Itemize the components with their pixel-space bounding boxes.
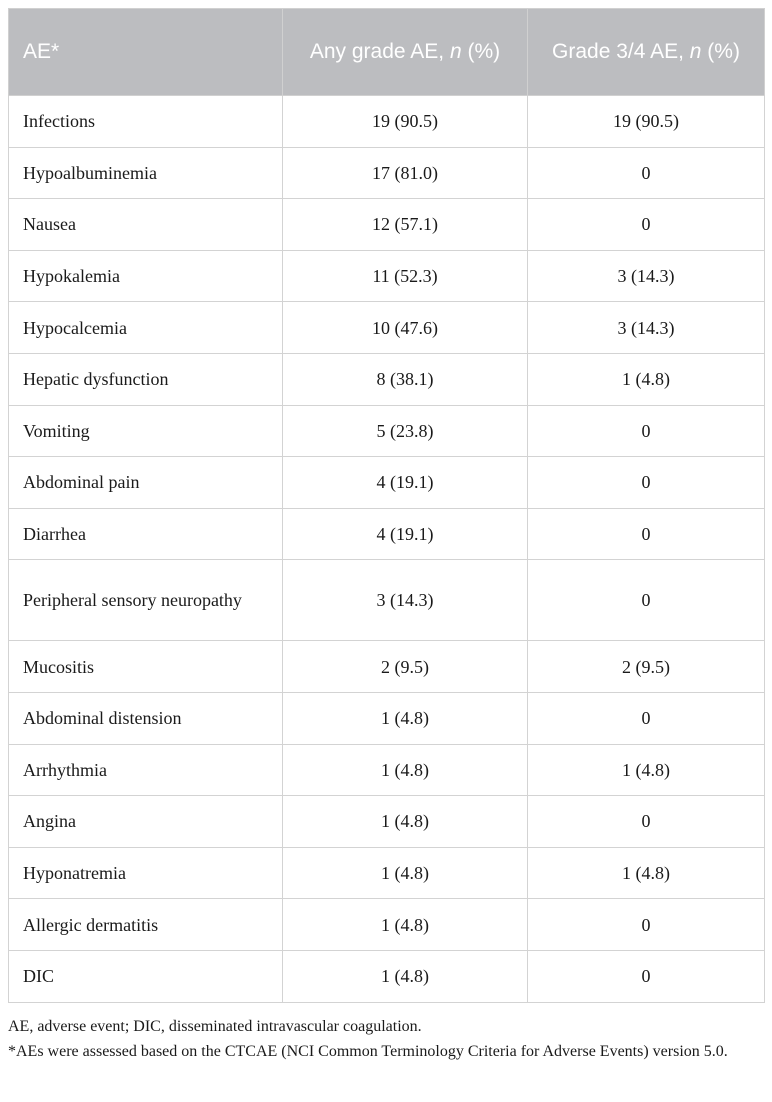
cell-ae: Hypoalbuminemia [9, 147, 283, 199]
table-row [9, 405, 765, 457]
cell-grade-3-4: 19 (90.5) [528, 96, 765, 148]
cell-any-grade: 8 (38.1) [283, 353, 528, 405]
table-row [9, 847, 765, 899]
table-row [9, 250, 765, 302]
cell-any-grade: 4 (19.1) [283, 508, 528, 560]
cell-ae: Infections [9, 96, 283, 148]
cell-grade-3-4: 0 [528, 147, 765, 199]
header-grade-3-4-n: n [689, 40, 702, 63]
header-ae [9, 9, 283, 96]
table-row [9, 560, 765, 641]
cell-any-grade: 17 (81.0) [283, 147, 528, 199]
table-row [9, 457, 765, 509]
cell-grade-3-4: 0 [528, 560, 765, 641]
header-grade-3-4-suffix: (%) [701, 40, 740, 63]
cell-any-grade: 2 (9.5) [283, 641, 528, 693]
cell-grade-3-4: 0 [528, 899, 765, 951]
header-any-grade-n: n [449, 40, 462, 63]
cell-grade-3-4: 0 [528, 692, 765, 744]
cell-grade-3-4: 0 [528, 508, 765, 560]
cell-any-grade: 4 (19.1) [283, 457, 528, 509]
cell-grade-3-4: 0 [528, 796, 765, 848]
cell-grade-3-4: 0 [528, 457, 765, 509]
cell-any-grade: 1 (4.8) [283, 847, 528, 899]
table-body [9, 96, 765, 1003]
cell-grade-3-4: 0 [528, 405, 765, 457]
header-grade-3-4 [528, 9, 765, 96]
abbreviations-note: AE, adverse event; DIC, disseminated intravascular coagulation. [8, 1018, 422, 1035]
cell-grade-3-4: 3 (14.3) [528, 302, 765, 354]
cell-any-grade: 1 (4.8) [283, 796, 528, 848]
table-row [9, 302, 765, 354]
cell-any-grade: 1 (4.8) [283, 744, 528, 796]
cell-any-grade: 11 (52.3) [283, 250, 528, 302]
table-row [9, 744, 765, 796]
cell-ae: Hyponatremia [9, 847, 283, 899]
header-grade-3-4-prefix: Grade 3/4 AE, [552, 40, 690, 63]
cell-grade-3-4: 1 (4.8) [528, 353, 765, 405]
header-row [9, 9, 765, 96]
cell-ae: Hepatic dysfunction [9, 353, 283, 405]
ctcae-note: *AEs were assessed based on the CTCAE (NCI Common Terminology Criteria for Adverse Events) version 5.0. [8, 1043, 728, 1060]
cell-grade-3-4: 2 (9.5) [528, 641, 765, 693]
header-any-grade-prefix: Any grade AE, [309, 40, 450, 63]
cell-grade-3-4: 1 (4.8) [528, 744, 765, 796]
header-ae-label: AE* [23, 40, 60, 63]
cell-grade-3-4: 0 [528, 199, 765, 251]
table-row [9, 796, 765, 848]
cell-any-grade: 1 (4.8) [283, 899, 528, 951]
cell-ae: DIC [9, 950, 283, 1002]
cell-any-grade: 12 (57.1) [283, 199, 528, 251]
cell-ae: Abdominal pain [9, 457, 283, 509]
cell-grade-3-4: 3 (14.3) [528, 250, 765, 302]
cell-any-grade: 3 (14.3) [283, 560, 528, 641]
cell-ae: Diarrhea [9, 508, 283, 560]
table-row [9, 950, 765, 1002]
ae-table-container [8, 8, 764, 1003]
cell-any-grade: 10 (47.6) [283, 302, 528, 354]
cell-ae: Peripheral sensory neuropathy [9, 560, 283, 641]
cell-ae: Nausea [9, 199, 283, 251]
cell-ae: Vomiting [9, 405, 283, 457]
cell-ae: Mucositis [9, 641, 283, 693]
table-footnotes [8, 1014, 764, 1064]
header-any-grade-suffix: (%) [461, 40, 501, 63]
cell-grade-3-4: 0 [528, 950, 765, 1002]
adverse-events-table [8, 8, 765, 1003]
table-row [9, 692, 765, 744]
cell-ae: Hypocalcemia [9, 302, 283, 354]
cell-any-grade: 19 (90.5) [283, 96, 528, 148]
cell-ae: Angina [9, 796, 283, 848]
table-row [9, 508, 765, 560]
table-row [9, 147, 765, 199]
cell-ae: Hypokalemia [9, 250, 283, 302]
cell-any-grade: 5 (23.8) [283, 405, 528, 457]
cell-any-grade: 1 (4.8) [283, 692, 528, 744]
table-row [9, 899, 765, 951]
table-row [9, 353, 765, 405]
table-row [9, 96, 765, 148]
cell-ae: Allergic dermatitis [9, 899, 283, 951]
cell-any-grade: 1 (4.8) [283, 950, 528, 1002]
table-header [9, 9, 765, 96]
cell-ae: Abdominal distension [9, 692, 283, 744]
cell-ae: Arrhythmia [9, 744, 283, 796]
table-row [9, 199, 765, 251]
cell-grade-3-4: 1 (4.8) [528, 847, 765, 899]
header-any-grade [283, 9, 528, 96]
table-row [9, 641, 765, 693]
